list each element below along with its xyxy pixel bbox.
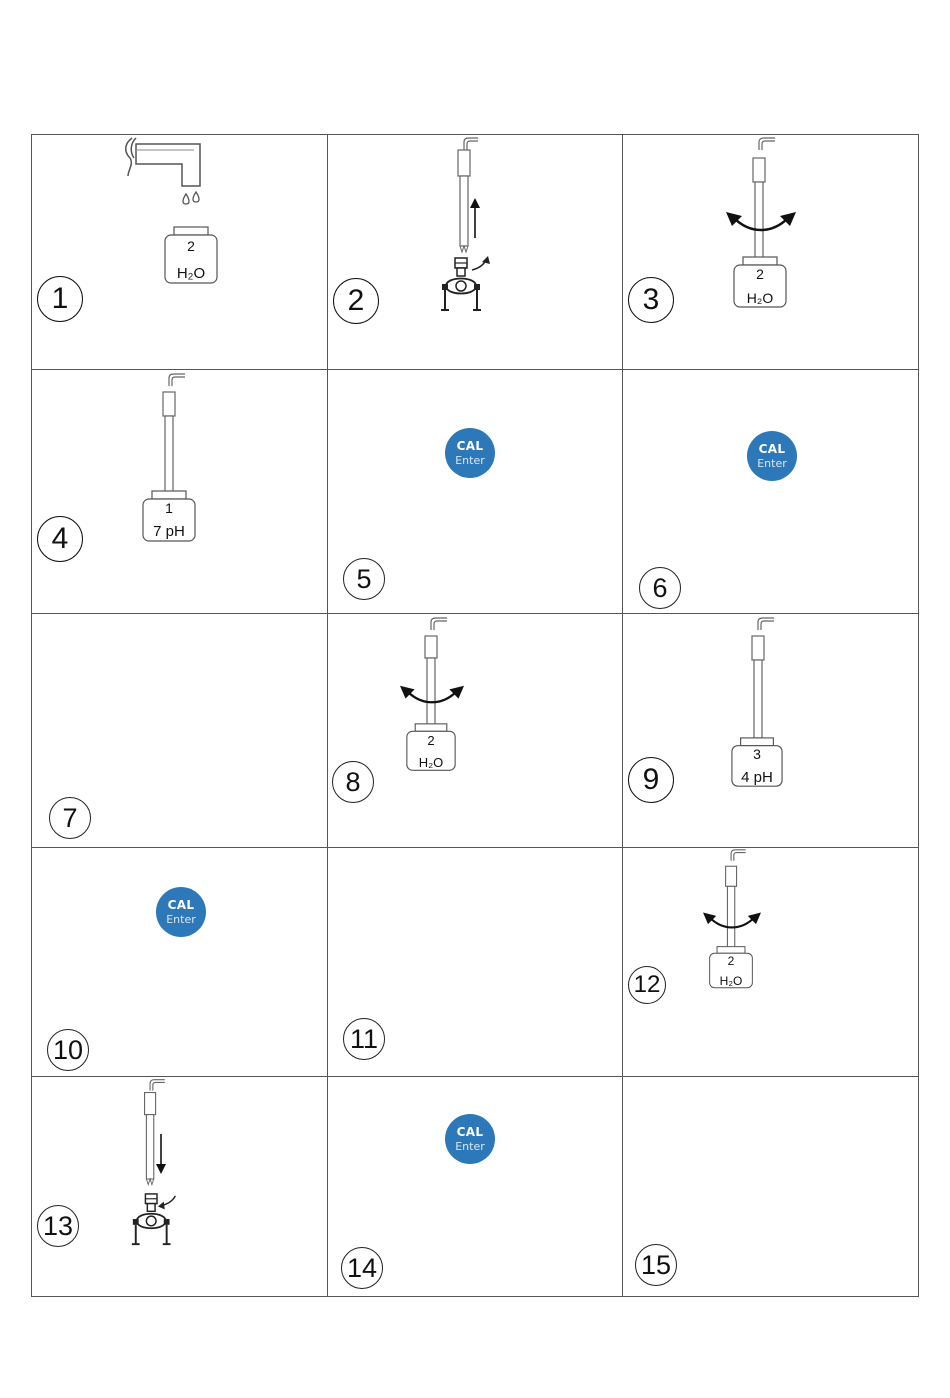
enter-label: Enter [455,1140,485,1153]
swirl-arrow-icon [400,682,464,706]
swirl-arrow-icon [726,208,796,234]
step-number: 15 [635,1244,677,1286]
beaker-label: 4 pH [741,769,773,786]
step-number: 1 [37,276,83,322]
beaker-number: 2 [756,266,764,282]
beaker-label: H₂O [176,265,206,282]
beaker-label: H₂O [746,290,774,306]
grid-divider [327,135,328,1296]
cal-enter-button [445,428,495,478]
step-number: 4 [37,516,83,562]
beaker-number: 2 [727,954,735,968]
holder-clamp-icon [130,1192,184,1248]
cal-enter-button [156,887,206,937]
electrode-icon [145,372,195,497]
cal-enter-button [747,431,797,481]
enter-label: Enter [166,913,196,926]
grid-divider [622,135,623,1296]
arrow-down-icon [154,1134,168,1174]
electrode-icon [734,616,784,741]
step-number: 7 [49,797,91,839]
step-number: 9 [628,757,674,803]
cal-label: CAL [456,439,484,453]
electrode-icon [709,848,755,953]
step-number: 6 [639,567,681,609]
holder-clamp-icon [440,256,494,314]
enter-label: Enter [757,457,787,470]
step-number: 13 [37,1205,79,1247]
beaker-number: 3 [753,746,761,762]
grid-divider [32,369,918,370]
cal-label: CAL [167,898,195,912]
grid-divider [32,613,918,614]
beaker-number: 2 [187,238,195,254]
electrode-icon [440,136,490,256]
beaker-label: 7 pH [153,523,185,540]
enter-label: Enter [455,454,485,467]
faucet-icon [120,136,210,216]
step-number: 10 [47,1029,89,1071]
beaker-label: H₂O [719,974,743,988]
grid-divider [32,847,918,848]
electrode-icon [735,136,785,261]
beaker-number: 1 [165,500,173,516]
cal-enter-button [445,1114,495,1164]
step-number: 5 [343,558,385,600]
swirl-arrow-icon [703,909,761,931]
step-number: 8 [332,761,374,803]
step-number: 2 [333,278,379,324]
step-number: 12 [628,966,666,1004]
step-number: 14 [341,1247,383,1289]
arrow-up-icon [468,198,482,240]
step-number: 3 [628,277,674,323]
beaker-label: H₂O [418,755,444,770]
beaker-number: 2 [427,733,435,748]
cal-label: CAL [758,442,786,456]
step-number: 11 [343,1018,385,1060]
electrode-icon [407,616,457,736]
cal-label: CAL [456,1125,484,1139]
